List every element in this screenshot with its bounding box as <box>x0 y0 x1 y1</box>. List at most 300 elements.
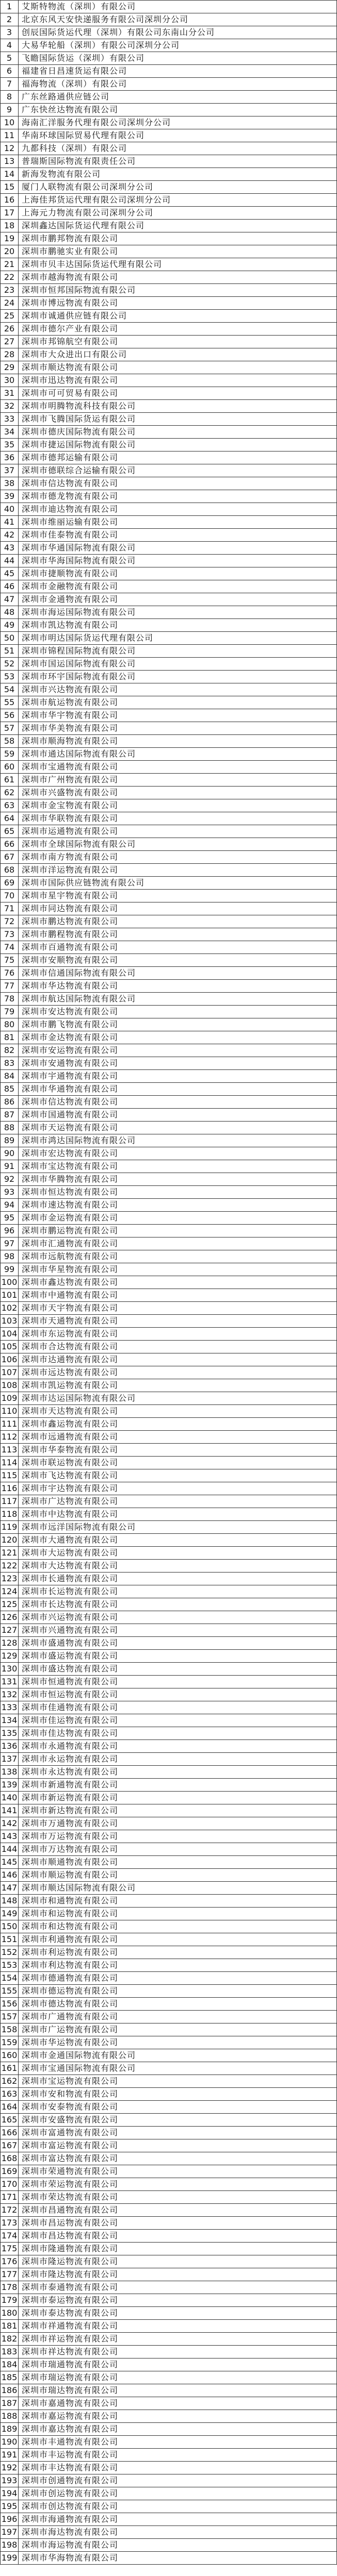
row-number: 106 <box>1 1353 19 1366</box>
table-row <box>1 1869 337 1882</box>
table-row <box>1 258 337 271</box>
table-row <box>1 1379 337 1392</box>
company-name: 大易华轮船（深圳）有限公司深圳分公司 <box>19 39 337 52</box>
table-row <box>1 1276 337 1289</box>
table-row <box>1 1624 337 1637</box>
company-name: 深圳市海通物流有限公司 <box>19 2513 337 2526</box>
table-row <box>1 65 337 78</box>
row-number: 149 <box>1 1908 19 1920</box>
company-name: 深圳市万运物流有限公司 <box>19 1830 337 1843</box>
row-number: 37 <box>1 464 19 477</box>
table-row <box>1 2268 337 2281</box>
company-name: 深圳市鹏达物流有限公司 <box>19 915 337 928</box>
table-row <box>1 1006 337 1018</box>
row-number: 179 <box>1 2294 19 2307</box>
company-name: 深圳市广运物流有限公司 <box>19 2023 337 2036</box>
company-name: 北京东风天安快递服务有限公司深圳分公司 <box>19 13 337 26</box>
company-name: 深圳市德尔产业有限公司 <box>19 323 337 336</box>
row-number: 59 <box>1 748 19 761</box>
company-name: 深圳市安和物流有限公司 <box>19 2088 337 2101</box>
table-row <box>1 1663 337 1676</box>
company-name: 深圳市东运物流有限公司 <box>19 1328 337 1341</box>
table-row <box>1 1830 337 1843</box>
row-number: 61 <box>1 774 19 787</box>
row-number: 32 <box>1 400 19 413</box>
table-row <box>1 2230 337 2243</box>
company-name: 深圳市汇通物流有限公司 <box>19 1237 337 1250</box>
company-name: 深圳市全球国际物流有限公司 <box>19 838 337 851</box>
table-row <box>1 1701 337 1714</box>
company-name: 深圳市万通物流有限公司 <box>19 1817 337 1830</box>
table-row <box>1 1547 337 1560</box>
company-name: 深圳市长达物流有限公司 <box>19 1598 337 1611</box>
company-name: 深圳市明达国际货运代理有限公司 <box>19 632 337 645</box>
company-name: 深圳市华通国际物流有限公司 <box>19 542 337 555</box>
table-row <box>1 129 337 142</box>
row-number: 94 <box>1 1199 19 1212</box>
row-number: 178 <box>1 2281 19 2294</box>
company-name: 深圳市恒邦国际物流有限公司 <box>19 284 337 297</box>
row-number: 83 <box>1 1057 19 1070</box>
company-name: 深圳市广州物流有限公司 <box>19 774 337 787</box>
company-name: 深圳市和通物流有限公司 <box>19 1895 337 1908</box>
row-number: 156 <box>1 1998 19 2011</box>
row-number: 40 <box>1 503 19 516</box>
company-name: 深圳市佳运物流有限公司 <box>19 1714 337 1727</box>
row-number: 170 <box>1 2178 19 2191</box>
row-number: 49 <box>1 619 19 632</box>
table-row <box>1 542 337 555</box>
row-number: 67 <box>1 851 19 864</box>
table-row <box>1 1186 337 1199</box>
table-row <box>1 374 337 387</box>
row-number: 145 <box>1 1856 19 1869</box>
row-number: 31 <box>1 387 19 400</box>
row-number: 136 <box>1 1740 19 1753</box>
row-number: 12 <box>1 142 19 155</box>
company-name: 深圳市隆运物流有限公司 <box>19 2255 337 2268</box>
company-name: 深圳市泰通物流有限公司 <box>19 2281 337 2294</box>
row-number: 166 <box>1 2127 19 2139</box>
table-row <box>1 2062 337 2075</box>
row-number: 80 <box>1 1018 19 1031</box>
company-name: 深圳市华星物流有限公司 <box>19 1263 337 1276</box>
row-number: 36 <box>1 451 19 464</box>
row-number: 89 <box>1 1134 19 1147</box>
company-name: 深圳市和运物流有限公司 <box>19 1908 337 1920</box>
table-row <box>1 2049 337 2062</box>
table-row <box>1 26 337 39</box>
table-row <box>1 426 337 439</box>
row-number: 10 <box>1 116 19 129</box>
company-name: 深圳市金宝物流有限公司 <box>19 799 337 812</box>
row-number: 71 <box>1 902 19 915</box>
table-row <box>1 2023 337 2036</box>
company-name: 深圳市远通物流有限公司 <box>19 1431 337 1444</box>
company-name: 深圳市广达物流有限公司 <box>19 1495 337 1508</box>
company-name: 深圳市泰达物流有限公司 <box>19 2307 337 2320</box>
row-number: 152 <box>1 1946 19 1959</box>
row-number: 9 <box>1 104 19 116</box>
table-row <box>1 2449 337 2462</box>
company-name: 深圳市昌达物流有限公司 <box>19 2230 337 2243</box>
row-number: 188 <box>1 2410 19 2423</box>
company-name: 深圳市华海国际物流有限公司 <box>19 555 337 567</box>
company-name: 深圳市速达物流有限公司 <box>19 1199 337 1212</box>
company-name: 深圳市荣达物流有限公司 <box>19 2191 337 2204</box>
row-number: 17 <box>1 207 19 220</box>
row-number: 142 <box>1 1817 19 1830</box>
company-name: 深圳市洋运物流有限公司 <box>19 864 337 877</box>
table-row <box>1 1534 337 1547</box>
company-name: 深圳市万达物流有限公司 <box>19 1843 337 1856</box>
table-row <box>1 799 337 812</box>
row-number: 138 <box>1 1766 19 1779</box>
row-number: 33 <box>1 413 19 426</box>
row-number: 183 <box>1 2346 19 2358</box>
table-row <box>1 1289 337 1302</box>
row-number: 105 <box>1 1341 19 1353</box>
row-number: 186 <box>1 2384 19 2397</box>
row-number: 129 <box>1 1650 19 1663</box>
row-number: 51 <box>1 645 19 658</box>
row-number: 85 <box>1 1083 19 1096</box>
row-number: 21 <box>1 258 19 271</box>
table-row <box>1 2243 337 2255</box>
company-name: 深圳市华宇物流有限公司 <box>19 709 337 722</box>
company-name: 深圳市顺通物流有限公司 <box>19 1856 337 1869</box>
company-name: 深圳市德龙物流有限公司 <box>19 490 337 503</box>
row-number: 42 <box>1 529 19 542</box>
company-name: 深圳市捷运国际物流有限公司 <box>19 439 337 451</box>
table-row <box>1 2178 337 2191</box>
table-row <box>1 2487 337 2500</box>
company-name: 深圳市昌通物流有限公司 <box>19 2204 337 2217</box>
row-number: 24 <box>1 297 19 310</box>
company-name: 深圳市顺海物流有限公司 <box>19 735 337 748</box>
row-number: 41 <box>1 516 19 529</box>
row-number: 121 <box>1 1547 19 1560</box>
row-number: 140 <box>1 1792 19 1804</box>
table-row <box>1 1482 337 1495</box>
company-name: 深圳市德通物流有限公司 <box>19 1972 337 1985</box>
company-name: 深圳市永通物流有限公司 <box>19 1740 337 1753</box>
table-row <box>1 1018 337 1031</box>
row-number: 102 <box>1 1302 19 1315</box>
table-row <box>1 2526 337 2539</box>
company-name: 深圳市远洋国际物流有限公司 <box>19 1521 337 1534</box>
table-row <box>1 2152 337 2165</box>
row-number: 65 <box>1 825 19 838</box>
company-name: 深圳市国运国际物流有限公司 <box>19 658 337 671</box>
row-number: 35 <box>1 439 19 451</box>
table-row <box>1 1920 337 1933</box>
table-row <box>1 1160 337 1173</box>
row-number: 19 <box>1 232 19 245</box>
row-number: 189 <box>1 2423 19 2436</box>
company-name: 深圳市宏达物流有限公司 <box>19 1147 337 1160</box>
row-number: 197 <box>1 2526 19 2539</box>
company-name: 深圳市安泰物流有限公司 <box>19 2101 337 2114</box>
row-number: 99 <box>1 1263 19 1276</box>
table-row <box>1 1495 337 1508</box>
row-number: 109 <box>1 1392 19 1405</box>
table-row <box>1 2204 337 2217</box>
row-number: 119 <box>1 1521 19 1534</box>
row-number: 143 <box>1 1830 19 1843</box>
row-number: 38 <box>1 477 19 490</box>
row-number: 182 <box>1 2333 19 2346</box>
table-row <box>1 1688 337 1701</box>
company-name: 深圳市德达物流有限公司 <box>19 1998 337 2011</box>
row-number: 14 <box>1 168 19 181</box>
row-number: 160 <box>1 2049 19 2062</box>
table-row <box>1 748 337 761</box>
table-row <box>1 735 337 748</box>
table-row <box>1 851 337 864</box>
row-number: 29 <box>1 361 19 374</box>
company-name: 深圳市大达物流有限公司 <box>19 1560 337 1573</box>
table-row <box>1 1392 337 1405</box>
table-row <box>1 1134 337 1147</box>
table-row <box>1 1804 337 1817</box>
row-number: 68 <box>1 864 19 877</box>
company-name: 深圳市天宇物流有限公司 <box>19 1302 337 1315</box>
company-name: 深圳市佳达物流有限公司 <box>19 1727 337 1740</box>
row-number: 180 <box>1 2307 19 2320</box>
row-number: 146 <box>1 1869 19 1882</box>
company-name: 深圳市华达物流有限公司 <box>19 980 337 993</box>
table-row <box>1 1753 337 1766</box>
row-number: 62 <box>1 787 19 799</box>
row-number: 58 <box>1 735 19 748</box>
table-row <box>1 2075 337 2088</box>
row-number: 39 <box>1 490 19 503</box>
table-row <box>1 1341 337 1353</box>
company-name: 深圳市长通物流有限公司 <box>19 1573 337 1585</box>
company-name: 深圳市环宇国际物流有限公司 <box>19 671 337 683</box>
company-name: 深圳市华运物流有限公司 <box>19 2036 337 2049</box>
row-number: 120 <box>1 1534 19 1547</box>
table-row <box>1 1096 337 1109</box>
row-number: 55 <box>1 696 19 709</box>
row-number: 2 <box>1 13 19 26</box>
company-name: 深圳市永运物流有限公司 <box>19 1753 337 1766</box>
table-row <box>1 2371 337 2384</box>
table-row <box>1 1895 337 1908</box>
company-name: 深圳市德庆国际物流有限公司 <box>19 426 337 439</box>
company-name: 深圳市兴通物流有限公司 <box>19 1624 337 1637</box>
company-name: 深圳市国际供应链物流有限公司 <box>19 877 337 890</box>
company-name: 深圳市鸿达国际物流有限公司 <box>19 1134 337 1147</box>
company-name: 深圳市祥达物流有限公司 <box>19 2346 337 2358</box>
company-name: 深圳市新通物流有限公司 <box>19 1779 337 1792</box>
row-number: 171 <box>1 2191 19 2204</box>
company-name: 深圳市丰运物流有限公司 <box>19 2449 337 2462</box>
row-number: 75 <box>1 954 19 967</box>
row-number: 13 <box>1 155 19 168</box>
row-number: 168 <box>1 2152 19 2165</box>
table-row <box>1 1444 337 1457</box>
row-number: 159 <box>1 2036 19 2049</box>
company-name: 深圳市盛通物流有限公司 <box>19 1637 337 1650</box>
company-name: 深圳市博远物流有限公司 <box>19 297 337 310</box>
table-row <box>1 825 337 838</box>
table-row <box>1 1302 337 1315</box>
table-row <box>1 116 337 129</box>
table-row <box>1 1469 337 1482</box>
table-row <box>1 155 337 168</box>
table-row <box>1 902 337 915</box>
table-row <box>1 567 337 580</box>
company-name: 深圳市鑫运物流有限公司 <box>19 1418 337 1431</box>
table-row <box>1 1560 337 1573</box>
table-row <box>1 2294 337 2307</box>
company-name: 创辰国际货运代理（深圳）有限公司东南山分公司 <box>19 26 337 39</box>
company-name: 华南环球国际贸易代理有限公司 <box>19 129 337 142</box>
table-row <box>1 91 337 104</box>
row-number: 74 <box>1 941 19 954</box>
company-name: 深圳市富达物流有限公司 <box>19 2152 337 2165</box>
row-number: 103 <box>1 1315 19 1328</box>
table-row <box>1 941 337 954</box>
row-number: 131 <box>1 1676 19 1688</box>
table-row <box>1 220 337 232</box>
company-name: 深圳市海运物流有限公司 <box>19 2539 337 2552</box>
company-name: 深圳市星宇物流有限公司 <box>19 890 337 902</box>
company-name: 深圳市恒达物流有限公司 <box>19 1186 337 1199</box>
row-number: 123 <box>1 1573 19 1585</box>
row-number: 27 <box>1 336 19 348</box>
table-row <box>1 1714 337 1727</box>
table-row <box>1 787 337 799</box>
table-row <box>1 439 337 451</box>
table-row <box>1 181 337 194</box>
company-name: 深圳市恒通物流有限公司 <box>19 1676 337 1688</box>
company-name: 深圳市安达物流有限公司 <box>19 1006 337 1018</box>
company-name: 深圳市金融物流有限公司 <box>19 580 337 593</box>
table-row <box>1 1521 337 1534</box>
table-row <box>1 1856 337 1869</box>
row-number: 47 <box>1 593 19 606</box>
row-number: 86 <box>1 1096 19 1109</box>
table-row <box>1 348 337 361</box>
company-name: 上海元力物流有限公司深圳分公司 <box>19 207 337 220</box>
company-name: 深圳市德邦运输有限公司 <box>19 451 337 464</box>
row-number: 23 <box>1 284 19 297</box>
table-row <box>1 1573 337 1585</box>
row-number: 53 <box>1 671 19 683</box>
row-number: 181 <box>1 2320 19 2333</box>
company-name: 深圳市德运物流有限公司 <box>19 1985 337 1998</box>
row-number: 56 <box>1 709 19 722</box>
row-number: 81 <box>1 1031 19 1044</box>
company-name: 深圳市华联物流有限公司 <box>19 812 337 825</box>
table-row <box>1 52 337 65</box>
row-number: 174 <box>1 2230 19 2243</box>
company-name: 深圳市盛达物流有限公司 <box>19 1663 337 1676</box>
company-name: 深圳市诚通供应链有限公司 <box>19 310 337 323</box>
row-number: 8 <box>1 91 19 104</box>
row-number: 60 <box>1 761 19 774</box>
table-row <box>1 2474 337 2487</box>
row-number: 25 <box>1 310 19 323</box>
row-number: 46 <box>1 580 19 593</box>
table-row <box>1 1083 337 1096</box>
table-row <box>1 2139 337 2152</box>
company-name: 深圳市天达物流有限公司 <box>19 1405 337 1418</box>
company-name: 深圳市金通国际物流有限公司 <box>19 2049 337 2062</box>
row-number: 198 <box>1 2539 19 2552</box>
row-number: 88 <box>1 1122 19 1134</box>
table-row <box>1 593 337 606</box>
table-row <box>1 413 337 426</box>
table-row <box>1 1070 337 1083</box>
company-name: 艾斯特物流（深圳）有限公司 <box>19 1 337 13</box>
table-row <box>1 400 337 413</box>
row-number: 66 <box>1 838 19 851</box>
company-name: 深圳市迅达物流有限公司 <box>19 374 337 387</box>
row-number: 34 <box>1 426 19 439</box>
row-number: 196 <box>1 2513 19 2526</box>
company-name: 深圳市利运物流有限公司 <box>19 1946 337 1959</box>
company-name: 深圳市宝通国际物流有限公司 <box>19 2062 337 2075</box>
table-row <box>1 1173 337 1186</box>
company-name: 深圳市宝达物流有限公司 <box>19 1160 337 1173</box>
row-number: 124 <box>1 1585 19 1598</box>
table-row <box>1 2255 337 2268</box>
table-row <box>1 696 337 709</box>
table-row <box>1 1 337 13</box>
row-number: 98 <box>1 1250 19 1263</box>
company-name: 深圳市越海物流有限公司 <box>19 271 337 284</box>
table-row <box>1 709 337 722</box>
table-row <box>1 1882 337 1895</box>
row-number: 191 <box>1 2449 19 2462</box>
company-name: 深圳市凯达物流有限公司 <box>19 619 337 632</box>
table-row <box>1 1585 337 1598</box>
table-row <box>1 1959 337 1972</box>
row-number: 107 <box>1 1366 19 1379</box>
table-row <box>1 1315 337 1328</box>
table-row <box>1 658 337 671</box>
row-number: 50 <box>1 632 19 645</box>
row-number: 64 <box>1 812 19 825</box>
table-row <box>1 2358 337 2371</box>
table-row <box>1 722 337 735</box>
table-row <box>1 1212 337 1225</box>
company-name: 深圳市瑞通物流有限公司 <box>19 2358 337 2371</box>
table-row <box>1 451 337 464</box>
company-name: 深圳市航达国际物流有限公司 <box>19 993 337 1006</box>
row-number: 147 <box>1 1882 19 1895</box>
company-name: 深圳市信通国际物流有限公司 <box>19 967 337 980</box>
table-row <box>1 1263 337 1276</box>
company-name: 深圳市运通物流有限公司 <box>19 825 337 838</box>
row-number: 133 <box>1 1701 19 1714</box>
company-name: 深圳市和达物流有限公司 <box>19 1920 337 1933</box>
table-row <box>1 1611 337 1624</box>
company-name: 广东丝路通供应链公司 <box>19 91 337 104</box>
table-row <box>1 2320 337 2333</box>
company-name: 深圳市鹏驰实业有限公司 <box>19 245 337 258</box>
table-row <box>1 980 337 993</box>
company-name: 深圳市安通物流有限公司 <box>19 1057 337 1070</box>
table-row <box>1 310 337 323</box>
table-row <box>1 142 337 155</box>
table-row <box>1 1044 337 1057</box>
table-row <box>1 2462 337 2474</box>
